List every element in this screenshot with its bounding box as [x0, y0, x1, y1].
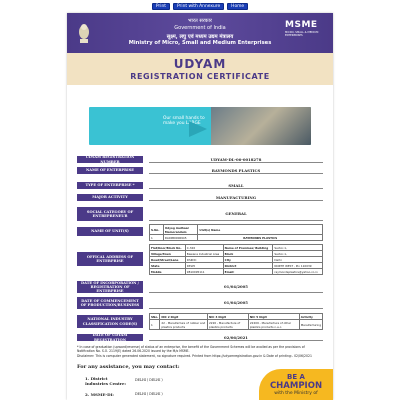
ministry-text: Ministry of Micro, Small and Medium Enterprises [128, 40, 272, 46]
champion-banner: BE A CHAMPION with the Ministry of [259, 369, 333, 400]
banner-arrow-icon [189, 121, 207, 137]
title-band [67, 53, 333, 85]
print-button[interactable]: Print [152, 3, 170, 10]
title-udyam: UDYAM [173, 57, 227, 71]
msme-di-value: DELHI ( DELHI ) [135, 392, 163, 396]
social-category-value: GENERAL [149, 207, 323, 221]
enterprise-type-value: SMALL [149, 182, 323, 189]
toolbar [0, 3, 400, 11]
certificate-header [67, 13, 333, 53]
incorporation-date-value: 01/04/2005 [149, 281, 323, 293]
promo-banner [89, 107, 311, 145]
nic-table: SNo. NIC 2 Digit NIC 4 Digit NIC 5 Digit Activity 1 22 - Manufacture of rubber and plastics products 2220 - Manufacture of plastics products 22209 - Manufacture of other plastics products n.e.c. Manufacturing [151, 314, 321, 329]
unit-names-row: NAME OF UNIT(S) S.No. Udyog Aadhaar Memorandum Unit(s) Name 1 DL06B0006945 RAYMONDS PLASTICS [67, 224, 333, 242]
nic-codes-row: NATIONAL INDUSTRY CLASSIFICATION CODE(S) SNo. NIC 2 Digit NIC 4 Digit NIC 5 Digit Activity 1 22 - Manufacture of rubber and plastics products 2220 - Manufacture of plastics products 22209 - Manufacture of other plastics products n.e.c. Manufacturing [67, 313, 333, 331]
reg-number-value: UDYAM-DL-06-0018278 [149, 156, 323, 163]
enterprise-type-row: TYPE OF ENTERPRISE * SMALL [67, 182, 333, 189]
enterprise-name-row: NAME OF ENTERPRISE RAYMONDS PLASTICS [67, 167, 333, 174]
address-row: OFFICAL ADDRESS OF ENTERPRISE Flat/Door/Block No. C-326 Name of Premises/ Building Sector-1, Village/Town Bawana Industrial Area Block Sector-1, Road/Street/Lane DSIIDC City Delhi State DELHI District NORTH WEST , Pin 110039 Mobile 9810095111 Email: raymondsplastics@yahoo.co.in [67, 244, 333, 276]
disclaimer-text: Disclaimer: This is computer generated statement, no signature required. Printed from https://udyamregistration.gov.in & Date of printing:- 02/06/2021 [77, 354, 312, 358]
govt-text: Government of India [174, 25, 226, 31]
major-activity-row: MAJOR ACTIVITY MANUFACTURING [67, 194, 333, 201]
assistance-title: For any assistance, you may contact: [77, 364, 180, 370]
commencement-date-row: DATE OF COMMENCEMENT OF PRODUCTION/BUSINESS 01/04/2005 [67, 297, 333, 309]
address-table: Flat/Door/Block No. C-326 Name of Premises/ Building Sector-1, Village/Town Bawana Industrial Area Block Sector-1, Road/Street/Lane DSIIDC City Delhi State DELHI District NORTH WEST , Pin 110039 Mobile 9810095111 Email: raymondsplastics@yahoo.co.in [149, 244, 323, 275]
enterprise-name-value: RAYMONDS PLASTICS [149, 167, 323, 174]
hindi-ministry-text: सूक्ष्म, लघु एवं मध्यम उद्यम मंत्रालय [166, 34, 234, 40]
title-registration-certificate: REGISTRATION CERTIFICATE [130, 72, 270, 81]
graduation-note: * In case of graduation (upward/reverse) of status of an enterprise, the benefit of the Government Schemes will be availed as per the provisions of Notification No. S.O. 2119(E) dated 26.06.2020 issued by the M/o MSME. [77, 345, 305, 353]
units-table: S.No. Udyog Aadhaar Memorandum Unit(s) Name 1 DL06B0006945 RAYMONDS PLASTICS [149, 224, 323, 241]
msme-di-label: 2. MSME-DI: [85, 392, 114, 397]
msme-logo: MSME MICRO, SMALL & MEDIUM ENTERPRISES [285, 20, 319, 37]
banner-text: Our small hands to make you LARGE [163, 116, 205, 127]
reg-number-row: UDYAM REGISTRATION NUMBER UDYAM-DL-06-0018278 [67, 156, 333, 163]
home-button[interactable]: Home [227, 3, 248, 10]
udyam-reg-date-value: 02/06/2021 [149, 334, 323, 341]
hindi-govt-text: भारत सरकार [188, 18, 212, 24]
certificate [67, 13, 333, 400]
dic-value: DELHI ( DELHI ) [135, 378, 163, 382]
print-with-annexure-button[interactable]: Print with Annexure [173, 3, 224, 10]
major-activity-value: MANUFACTURING [149, 194, 323, 201]
banner-photo [211, 107, 311, 145]
dic-label: 1. District Industries Centre: [85, 376, 127, 386]
social-category-row: SOCIAL CATEGORY OF ENTREPRENEUR GENERAL [67, 207, 333, 221]
incorporation-date-row: DATE OF INCORPORATION / REGISTRATION OF ENTERPRISE 01/04/2005 [67, 281, 333, 293]
udyam-reg-date-row: DATE OF UDYAM REGISTRATION 02/06/2021 [67, 334, 333, 341]
commencement-date-value: 01/04/2005 [149, 297, 323, 309]
